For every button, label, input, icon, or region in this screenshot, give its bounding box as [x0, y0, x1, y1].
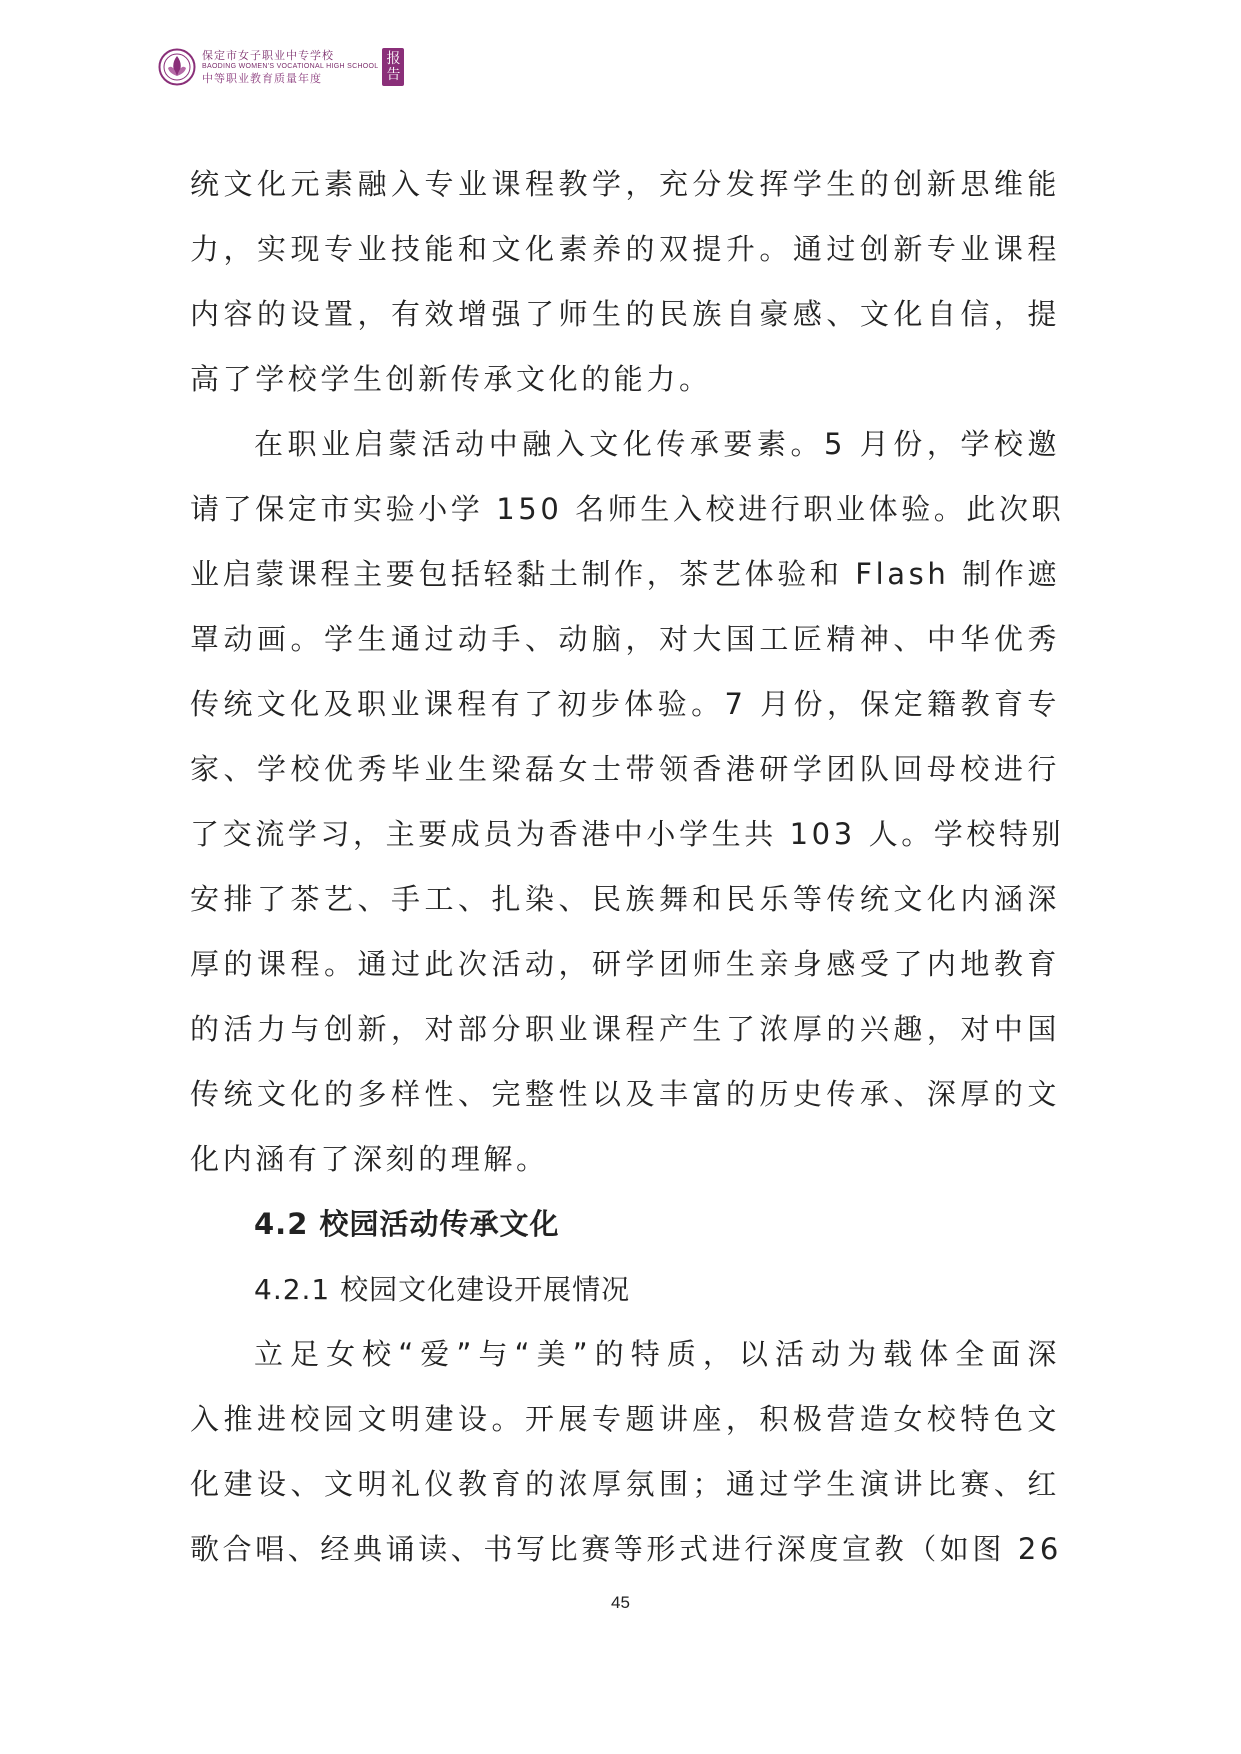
paragraph-line: 内容的设置，有效增强了师生的民族自豪感、文化自信，提: [190, 297, 1060, 331]
paragraph-line: 请了保定市实验小学 150 名师生入校进行职业体验。此次职: [190, 492, 1065, 526]
paragraph-line: 入推进校园文明建设。开展专题讲座，积极营造女校特色文: [190, 1402, 1060, 1436]
report-header: [158, 44, 404, 90]
paragraph-line: 厚的课程。通过此次活动，研学团师生亲身感受了内地教育: [190, 947, 1060, 981]
report-badge: [382, 48, 404, 86]
paragraph-line: 罩动画。学生通过动手、动脑，对大国工匠精神、中华优秀: [190, 622, 1060, 656]
paragraph-line: 力，实现专业技能和文化素养的双提升。通过创新专业课程: [190, 232, 1060, 266]
document-body: [190, 152, 1065, 1582]
paragraph-line: 化建设、文明礼仪教育的浓厚氛围；通过学生演讲比赛、红: [190, 1467, 1060, 1501]
page-number: 45: [611, 1593, 630, 1612]
report-subtitle: 中等职业教育质量年度: [202, 72, 322, 85]
paragraph-line: 在职业启蒙活动中融入文化传承要素。5 月份，学校邀: [254, 427, 1060, 461]
header-text-block: [202, 50, 378, 84]
paragraph-line: 家、学校优秀毕业生梁磊女士带领香港研学团队回母校进行: [190, 752, 1060, 786]
paragraph-line: 化内涵有了深刻的理解。: [190, 1142, 549, 1176]
paragraph-line: 业启蒙课程主要包括轻黏土制作，茶艺体验和 Flash 制作遮: [190, 557, 1060, 591]
paragraph-line: 高了学校学生创新传承文化的能力。: [190, 362, 712, 396]
paragraph-line: 安排了茶艺、手工、扎染、民族舞和民乐等传统文化内涵深: [190, 882, 1060, 916]
paragraph-line: 传统文化的多样性、完整性以及丰富的历史传承、深厚的文: [190, 1077, 1060, 1111]
section-subheading: 4.2.1 校园文化建设开展情况: [254, 1273, 631, 1306]
report-badge-char-1: 报: [386, 51, 401, 67]
school-emblem-icon: [158, 48, 196, 86]
report-badge-char-2: 告: [386, 67, 401, 83]
paragraph-line: 立足女校“爱”与“美”的特质，以活动为载体全面深: [254, 1337, 1060, 1371]
school-name-en: BAODING WOMEN'S VOCATIONAL HIGH SCHOOL: [202, 63, 379, 70]
paragraph-line: 了交流学习，主要成员为香港中小学生共 103 人。学校特别: [190, 817, 1065, 851]
school-name-cn: 保定市女子职业中专学校: [202, 49, 334, 62]
paragraph-line: 的活力与创新，对部分职业课程产生了浓厚的兴趣，对中国: [190, 1012, 1060, 1046]
paragraph-line: 传统文化及职业课程有了初步体验。7 月份，保定籍教育专: [190, 687, 1060, 721]
paragraph-line: 统文化元素融入专业课程教学，充分发挥学生的创新思维能: [190, 167, 1060, 201]
paragraph-line: 歌合唱、经典诵读、书写比赛等形式进行深度宣教（如图 26: [190, 1532, 1062, 1566]
section-heading: 4.2 校园活动传承文化: [254, 1207, 560, 1241]
